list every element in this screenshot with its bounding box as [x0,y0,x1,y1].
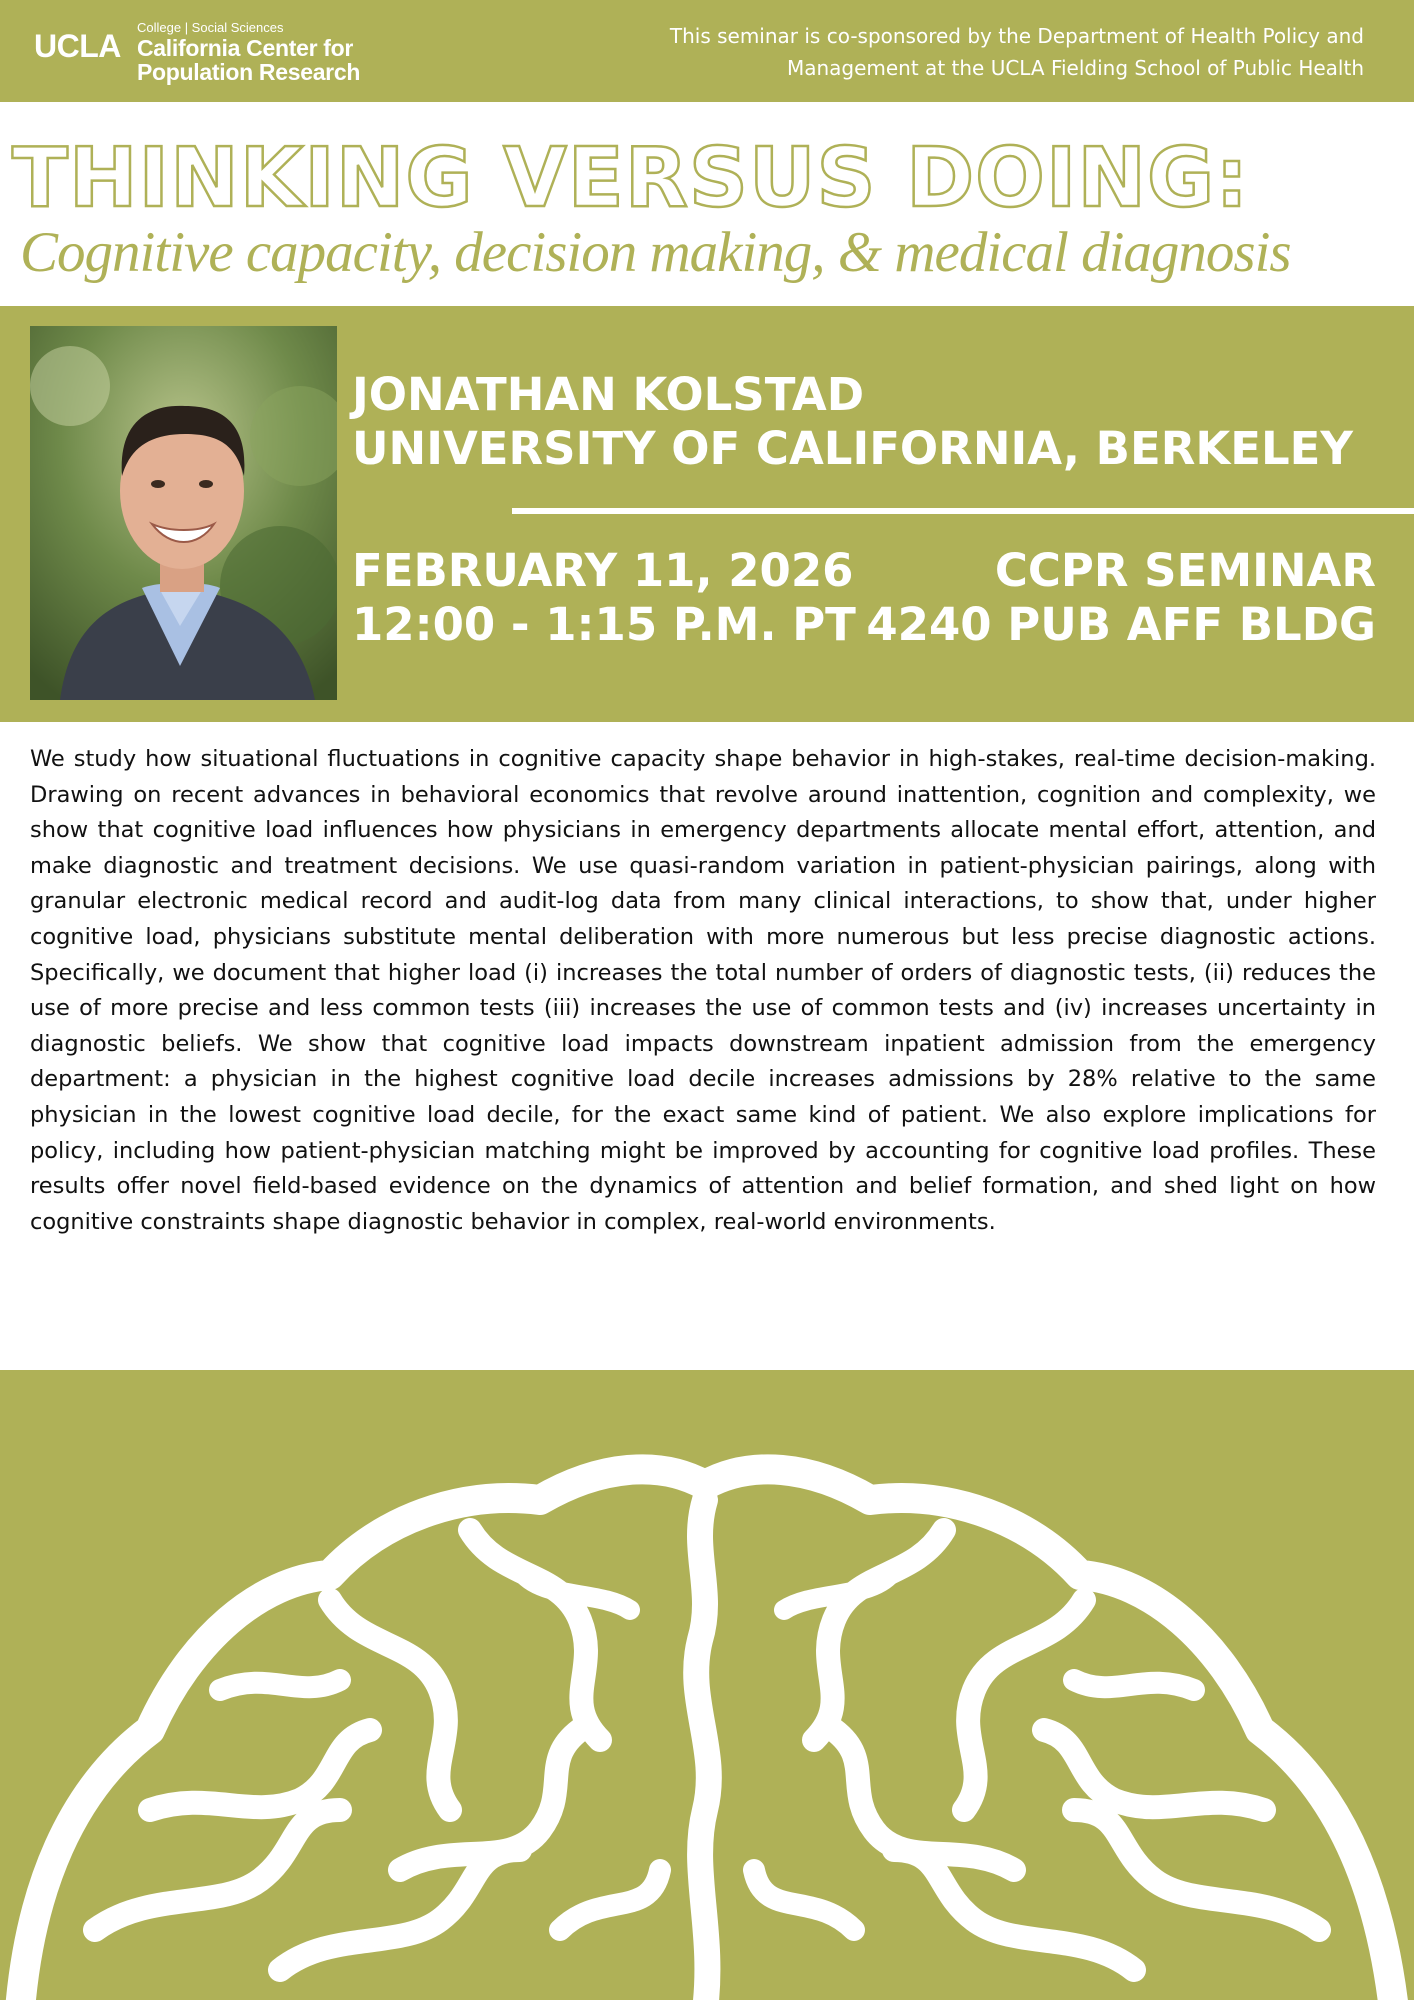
seminar-title: THINKING VERSUS DOING: [12,131,1250,226]
event-venue [816,544,1376,652]
speaker-affiliation: UNIVERSITY OF CALIFORNIA, BERKELEY [352,422,1353,475]
abstract-text: We study how situational fluctuations in cognitive capacity shape behavior in high-stakes, real-time decision-making. Drawing on recent advances in behavioral economics that revolve around inattention, cognition and complexity, we show that cognitive load influences how physicians in emergency departments allocate mental effort, attention, and make diagnostic and treatment decisions. We use quasi-random variation in patient-physician pairings, along with granular electronic medical record and audit-log data from many clinical interactions, to show that, under higher cognitive load, physicians substitute mental deliberation with more numerous but less precise diagnostic actions. Specifically, we document that higher load (i) increases the total number of orders of diagnostic tests, (ii) reduces the use of more precise and less common tests (iii) increases the use of common tests and (iv) increases uncertainty in diagnostic beliefs. We show that cognitive load impacts downstream inpatient admission from the emergency department: a physician in the highest cognitive load decile increases admissions by 28% relative to the same physician in the lowest cognitive load decile, for the exact same kind of patient. We also explore implications for policy, including how patient-physician matching might be improved by accounting for cognitive load profiles. These results offer novel field-based evidence on the dynamics of attention and belief formation, and shed light on how cognitive constraints shape diagnostic behavior in complex, real-world environments. [30,746,1376,1235]
speaker-band [0,306,1414,722]
header-bar [0,0,1414,102]
speaker-info [352,368,1402,476]
brain-illustration-icon [0,1370,1414,2000]
event-date: FEBRUARY 11, 2026 [352,544,854,597]
divider-rule [512,508,1414,514]
event-time: 12:00 - 1:15 P.M. PT [352,598,856,651]
event-series: CCPR SEMINAR [994,544,1376,597]
logo-subtitle: College | Social Sciences [137,20,284,35]
seminar-subtitle: Cognitive capacity, decision making, & medical diagnosis [20,221,1291,284]
cosponsor-note [464,20,1364,84]
logo-center-name: California Center for Population Research [137,35,361,85]
event-location: 4240 PUB AFF BLDG [866,598,1376,651]
speaker-name: JONATHAN KOLSTAD [352,368,865,421]
logo-wordmark: UCLA [34,28,121,64]
speaker-photo [30,326,337,700]
speaker-portrait-icon [30,326,337,700]
cosponsor-line-1: This seminar is co-sponsored by the Department of Health Policy and [669,24,1364,48]
brain-band [0,1370,1414,2000]
cosponsor-line-2: Management at the UCLA Fielding School of Public Health [786,56,1364,80]
